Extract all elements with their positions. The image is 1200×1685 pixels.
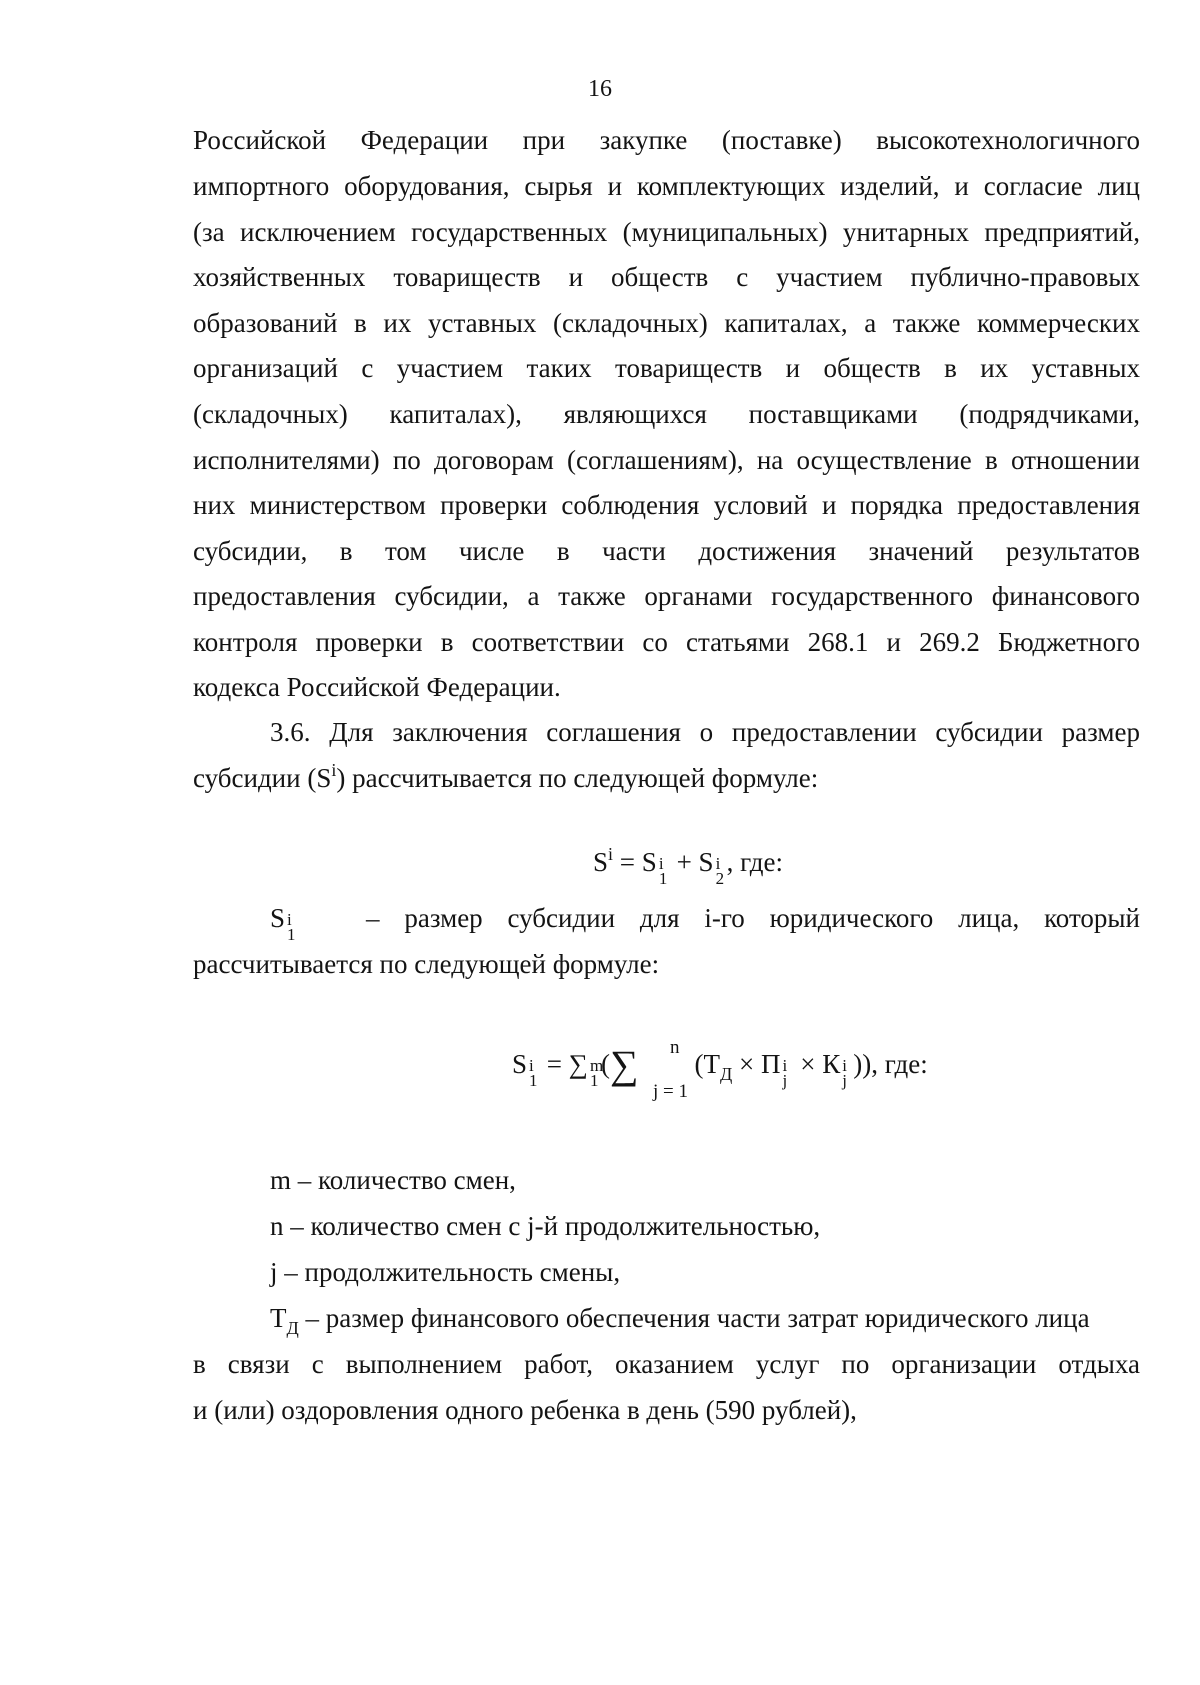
text-line: (складочных) капиталах), являющихся поставщиками (подрядчиками, — [193, 399, 1140, 429]
text-line: 3.6. Для заключения соглашения о предоставлении субсидии размер — [270, 717, 1140, 747]
formula-subsidy-s1: S i 1 = ∑ m 1 (∑ ($Т_Д \times П$ i j × К i j )), где: n j = 1 — [512, 1040, 912, 1140]
text-line: $Т_Д$ – размер финансового обеспечения части затрат юридического лица — [270, 1303, 1090, 1338]
text-line: импортного оборудования, сырья и комплектующих изделий, и согласие лиц — [193, 171, 1140, 201]
text-line: Российской Федерации при закупке (поставке) высокотехнологичного — [193, 125, 1140, 155]
definition-j: j – продолжительность смены, — [270, 1257, 621, 1287]
text-line: рассчитывается по следующей формуле: — [193, 949, 660, 979]
text-line: образований в их уставных (складочных) капиталах, а также коммерческих — [193, 308, 1140, 338]
page-number: 16 — [588, 76, 612, 102]
text-line: них министерством проверки соблюдения условий и порядка предоставления — [193, 490, 1140, 520]
definition-m: m – количество смен, — [270, 1165, 516, 1195]
text-line: исполнителями) по договорам (соглашениям), на осуществление в отношении — [193, 445, 1140, 475]
big-sum-sign: ∑ — [610, 1042, 639, 1087]
text-line: S i 1 – размер субсидии для i-го юридического лица, который — [270, 903, 1140, 944]
text-line: субсидии $(S^i)$ рассчитывается по следующей формуле: — [193, 760, 819, 793]
sum-upper-limit: n — [670, 1037, 680, 1058]
text-line: в связи с выполнением работ, оказанием услуг по организации отдыха — [193, 1349, 1140, 1379]
formula-subsidy-total: $S^i = S$ i 1 + S i 2 , где: — [593, 844, 784, 888]
text-line: хозяйственных товариществ и обществ с участием публично-правовых — [193, 262, 1140, 292]
sum-lower-limit: j = 1 — [653, 1081, 688, 1102]
definition-n: n – количество смен с j-й продолжительностью, — [270, 1211, 821, 1241]
text-line: контроля проверки в соответствии со статьями 268.1 и 269.2 Бюджетного — [193, 627, 1140, 657]
text-line: кодекса Российской Федерации. — [193, 672, 561, 702]
text-line: и (или) оздоровления одного ребенка в день (590 рублей), — [193, 1395, 857, 1425]
text-line: организаций с участием таких товариществ и обществ в их уставных — [193, 353, 1140, 383]
text-line: субсидии, в том числе в части достижения значений результатов — [193, 536, 1140, 566]
text-line: (за исключением государственных (муниципальных) унитарных предприятий, — [193, 217, 1140, 247]
text-line: предоставления субсидии, а также органами государственного финансового — [193, 581, 1140, 611]
